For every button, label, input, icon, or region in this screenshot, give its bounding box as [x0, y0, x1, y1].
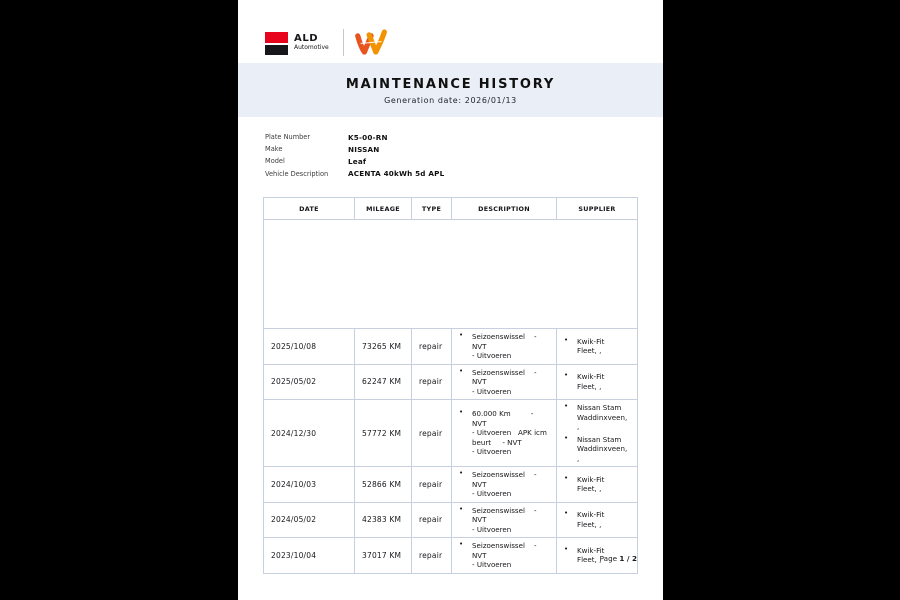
page-footer [263, 554, 637, 563]
field-label: Vehicle Description [265, 169, 329, 178]
cell-description: • Seizoenswissel - NVT - Uitvoeren [452, 538, 557, 574]
ald-subtitle: Automotive [294, 44, 329, 51]
bullet-icon: • [564, 433, 569, 442]
cell-date: 2024/10/03 [264, 467, 355, 503]
table-row [264, 467, 638, 503]
logo-divider [343, 29, 344, 56]
cell-mileage: 52866 KM [355, 467, 412, 503]
report-title: MAINTENANCE HISTORY [345, 77, 556, 92]
bullet-icon: • [459, 366, 464, 375]
cell-type: repair [412, 538, 452, 574]
vehicle-field-description [265, 168, 444, 180]
cell-type: repair [412, 502, 452, 538]
cell-type: repair [412, 329, 452, 365]
col-header-supplier: SUPPLIER [557, 198, 638, 220]
cell-date: 2025/10/08 [264, 329, 355, 365]
ald-box-black [265, 45, 288, 56]
report-header-band [238, 63, 663, 117]
field-label: Model [265, 157, 285, 166]
bullet-icon: • [459, 504, 464, 513]
table-row [264, 400, 638, 467]
cell-mileage: 73265 KM [355, 329, 412, 365]
cell-supplier: • Kwik-Fit Fleet, , [557, 329, 638, 365]
bullet-icon: • [459, 331, 464, 339]
maintenance-table-body [264, 220, 638, 574]
field-label: Make [265, 145, 283, 154]
bullet-icon: • [459, 540, 464, 548]
cell-date: 2025/05/02 [264, 364, 355, 400]
cell-date: 2024/05/02 [264, 502, 355, 538]
empty-spacer-row [264, 220, 638, 329]
page-label: Page [599, 554, 618, 563]
vehicle-field-plate [265, 131, 444, 143]
table-row [264, 329, 638, 365]
cell-type: repair [412, 364, 452, 400]
col-header-date: DATE [264, 198, 355, 220]
field-value: Leaf [348, 156, 367, 166]
table-header-row [264, 198, 638, 220]
cell-supplier: • Kwik-Fit Fleet, , [557, 467, 638, 503]
ald-name: ALD [294, 33, 319, 44]
cell-mileage: 62247 KM [355, 364, 412, 400]
col-header-type: TYPE [412, 198, 452, 220]
cell-description: • Seizoenswissel - NVT - Uitvoeren [452, 502, 557, 538]
cell-date: 2023/10/04 [264, 538, 355, 574]
generation-date: Generation date: 2026/01/13 [384, 96, 517, 105]
cell-supplier: • Kwik-Fit Fleet, , [557, 502, 638, 538]
logo-row [265, 26, 391, 58]
bullet-icon: • [564, 335, 569, 344]
field-value: NISSAN [348, 144, 380, 154]
col-header-mileage: MILEAGE [355, 198, 412, 220]
ald-logo [265, 29, 329, 55]
cell-supplier: • Kwik-Fit Fleet, , [557, 364, 638, 400]
cell-mileage: 37017 KM [355, 538, 412, 574]
maintenance-table [263, 197, 638, 574]
cell-type: repair [412, 467, 452, 503]
bullet-icon: • [564, 509, 569, 518]
ald-box-icon [265, 32, 288, 55]
field-value: ACENTA 40kWh 5d APL [348, 169, 445, 179]
cell-supplier: • Nissan Stam Waddinxveen, , • Nissan Stam Waddinxveen, , [557, 400, 638, 467]
vehicle-info [265, 131, 444, 180]
cell-description: • 60.000 Km - NVT - Uitvoeren APK icm beurt - NVT - Uitvoeren [452, 400, 557, 467]
table-row [264, 364, 638, 400]
col-header-description: DESCRIPTION [452, 198, 557, 220]
ald-logo-text [294, 33, 329, 52]
bullet-icon: • [564, 473, 569, 482]
cell-supplier: • Kwik-Fit Fleet, , [557, 538, 638, 574]
field-label: Plate Number [265, 133, 311, 142]
field-value: K5-00-RN [348, 132, 388, 142]
cell-date: 2024/12/30 [264, 400, 355, 467]
cell-type: repair [412, 400, 452, 467]
cell-description: • Seizoenswissel - NVT - Uitvoeren [452, 364, 557, 400]
document-page [238, 0, 663, 600]
cell-mileage: 42383 KM [355, 502, 412, 538]
cell-description: • Seizoenswissel - NVT - Uitvoeren [452, 329, 557, 365]
page-number: 1 / 2 [619, 554, 637, 563]
bullet-icon: • [459, 469, 464, 477]
bullet-icon: • [564, 371, 569, 380]
table-row [264, 502, 638, 538]
cell-mileage: 57772 KM [355, 400, 412, 467]
vehicle-field-make [265, 143, 444, 155]
empty-cell [264, 220, 638, 329]
cell-description: • Seizoenswissel - NVT - Uitvoeren [452, 467, 557, 503]
bullet-icon: • [564, 402, 569, 410]
bullet-icon: • [459, 408, 464, 417]
dealer-logo-w-icon [353, 27, 391, 58]
vehicle-field-model [265, 155, 444, 167]
bullet-icon: • [564, 544, 569, 553]
ald-box-red [265, 32, 288, 43]
